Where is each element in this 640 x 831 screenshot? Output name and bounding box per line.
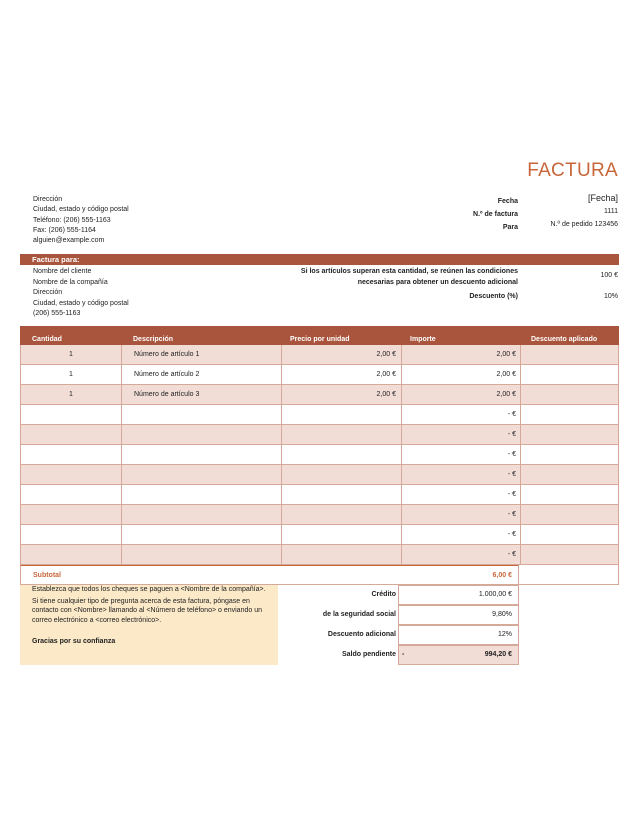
client-city: Ciudad, estado y código postal <box>33 299 129 307</box>
cell-unit-price: 2,00 € <box>376 371 396 378</box>
credit-value: 1.000,00 € <box>398 585 519 605</box>
invoice-number-label: N.º de factura <box>473 211 518 218</box>
condition-line-1: Si los artículos superan esta cantidad, se reúnen las condiciones <box>300 268 518 275</box>
cell-amount: - € <box>507 411 516 418</box>
cell-amount: - € <box>507 551 516 558</box>
notes-contact: Si tiene cualquier tipo de pregunta acerca de esta factura, póngase en contacto con <Nombre> llamando al <Número de teléfono> o enviando un correo electrónico a <correo electrónico>. <box>32 597 262 624</box>
table-row <box>20 345 619 365</box>
table-row <box>20 365 619 385</box>
column-divider <box>281 365 282 384</box>
column-divider <box>281 505 282 524</box>
column-divider <box>401 545 402 564</box>
cell-amount: 2,00 € <box>496 351 516 358</box>
table-row <box>20 485 619 505</box>
header-unit-price: Precio por unidad <box>290 336 350 343</box>
invoice-number-value: 1111 <box>603 208 618 215</box>
discount-percent-label: Descuento (%) <box>469 293 518 300</box>
cell-qty: 1 <box>69 391 73 398</box>
column-divider <box>281 445 282 464</box>
header-amount: Importe <box>410 336 436 343</box>
table-row <box>20 405 619 425</box>
column-divider <box>121 405 122 424</box>
cell-unit-price: 2,00 € <box>376 391 396 398</box>
table-row <box>20 465 619 485</box>
column-divider <box>401 425 402 444</box>
column-divider <box>121 525 122 544</box>
balance-due-label: Saldo pendiente <box>341 651 396 658</box>
discount-percent-value: 10% <box>603 293 618 300</box>
to-label: Para <box>502 224 518 231</box>
header-qty: Cantidad <box>32 336 62 343</box>
column-divider <box>520 465 521 484</box>
column-divider <box>520 545 521 564</box>
column-divider <box>401 365 402 384</box>
cell-amount: - € <box>507 491 516 498</box>
table-row <box>20 425 619 445</box>
balance-due-value <box>398 645 519 665</box>
column-divider <box>520 385 521 404</box>
balance-amount: 994,20 € <box>484 651 512 658</box>
header-description: Descripción <box>133 336 174 343</box>
company-block <box>33 195 129 246</box>
bill-to-header: Factura para: <box>20 254 619 265</box>
notes-payable: Establezca que todos los cheques se paguen a <Nombre de la compañía>. <box>32 586 266 593</box>
cell-amount: - € <box>507 431 516 438</box>
company-email: alguien@example.com <box>33 237 105 245</box>
table-row <box>20 545 619 565</box>
column-divider <box>121 505 122 524</box>
subtotal-row <box>20 565 519 585</box>
column-divider <box>281 345 282 364</box>
cell-amount: - € <box>507 511 516 518</box>
cell-amount: - € <box>507 451 516 458</box>
table-row <box>20 385 619 405</box>
client-address: Dirección <box>33 289 63 296</box>
subtotal-discount-cell <box>519 565 619 585</box>
table-header <box>20 326 619 345</box>
column-divider <box>121 365 122 384</box>
date-label: Fecha <box>497 198 518 205</box>
column-divider <box>121 385 122 404</box>
table-row <box>20 525 619 545</box>
cell-amount: - € <box>507 471 516 478</box>
cell-amount: 2,00 € <box>496 391 516 398</box>
column-divider <box>121 425 122 444</box>
company-fax: Fax: (206) 555-1164 <box>33 226 96 234</box>
social-security-value: 9,80% <box>398 605 519 625</box>
condition-line-2: necesarias para obtener un descuento adicional <box>357 278 518 286</box>
cell-description: Número de artículo 3 <box>134 391 200 398</box>
column-divider <box>401 485 402 504</box>
cell-amount: - € <box>507 531 516 538</box>
column-divider <box>121 345 122 364</box>
column-divider <box>401 465 402 484</box>
cell-amount: 2,00 € <box>496 371 516 378</box>
column-divider <box>520 345 521 364</box>
column-divider <box>281 545 282 564</box>
table-row <box>20 505 619 525</box>
column-divider <box>401 385 402 404</box>
notes-box <box>20 585 278 665</box>
column-divider <box>281 525 282 544</box>
column-divider <box>401 405 402 424</box>
column-divider <box>520 505 521 524</box>
additional-discount-value: 12% <box>398 625 519 645</box>
column-divider <box>401 445 402 464</box>
company-phone: Teléfono: (206) 555-1163 <box>33 216 111 224</box>
table-body <box>20 345 619 565</box>
company-address: Dirección <box>33 196 63 203</box>
client-phone: (206) 555-1163 <box>33 310 81 317</box>
items-table <box>20 326 619 565</box>
column-divider <box>520 445 521 464</box>
column-divider <box>281 465 282 484</box>
bill-to-block <box>33 267 129 320</box>
discount-condition <box>255 267 518 303</box>
cell-description: Número de artículo 1 <box>134 351 200 358</box>
column-divider <box>281 405 282 424</box>
social-security-label: de la seguridad social <box>322 611 396 618</box>
column-divider <box>121 545 122 564</box>
order-number-value: N.º de pedido 123456 <box>550 221 618 228</box>
balance-dash: - <box>402 651 405 658</box>
threshold-value: 100 € <box>600 272 618 279</box>
invoice-title: FACTURA <box>527 160 618 181</box>
column-divider <box>281 385 282 404</box>
cell-qty: 1 <box>69 371 73 378</box>
credit-label: Crédito <box>371 591 396 598</box>
company-city: Ciudad, estado y código postal <box>33 206 129 214</box>
additional-discount-label: Descuento adicional <box>327 631 396 638</box>
date-value: [Fecha] <box>587 193 618 203</box>
column-divider <box>121 445 122 464</box>
column-divider <box>520 485 521 504</box>
header-discount: Descuento aplicado <box>531 336 598 343</box>
cell-qty: 1 <box>69 351 73 358</box>
column-divider <box>520 525 521 544</box>
column-divider <box>520 365 521 384</box>
column-divider <box>281 485 282 504</box>
subtotal-value: 6,00 € <box>492 572 512 579</box>
table-row <box>20 445 619 465</box>
subtotal-label: Subtotal <box>33 572 61 579</box>
column-divider <box>281 425 282 444</box>
client-company: Nombre de la compañía <box>33 278 108 286</box>
column-divider <box>401 505 402 524</box>
column-divider <box>401 345 402 364</box>
meta-labels <box>420 195 518 234</box>
notes-thanks: Gracias por su confianza <box>32 638 116 645</box>
column-divider <box>121 465 122 484</box>
column-divider <box>401 525 402 544</box>
column-divider <box>520 405 521 424</box>
column-divider <box>121 485 122 504</box>
client-name: Nombre del cliente <box>33 268 92 275</box>
cell-unit-price: 2,00 € <box>376 351 396 358</box>
column-divider <box>520 425 521 444</box>
cell-description: Número de artículo 2 <box>134 371 200 378</box>
